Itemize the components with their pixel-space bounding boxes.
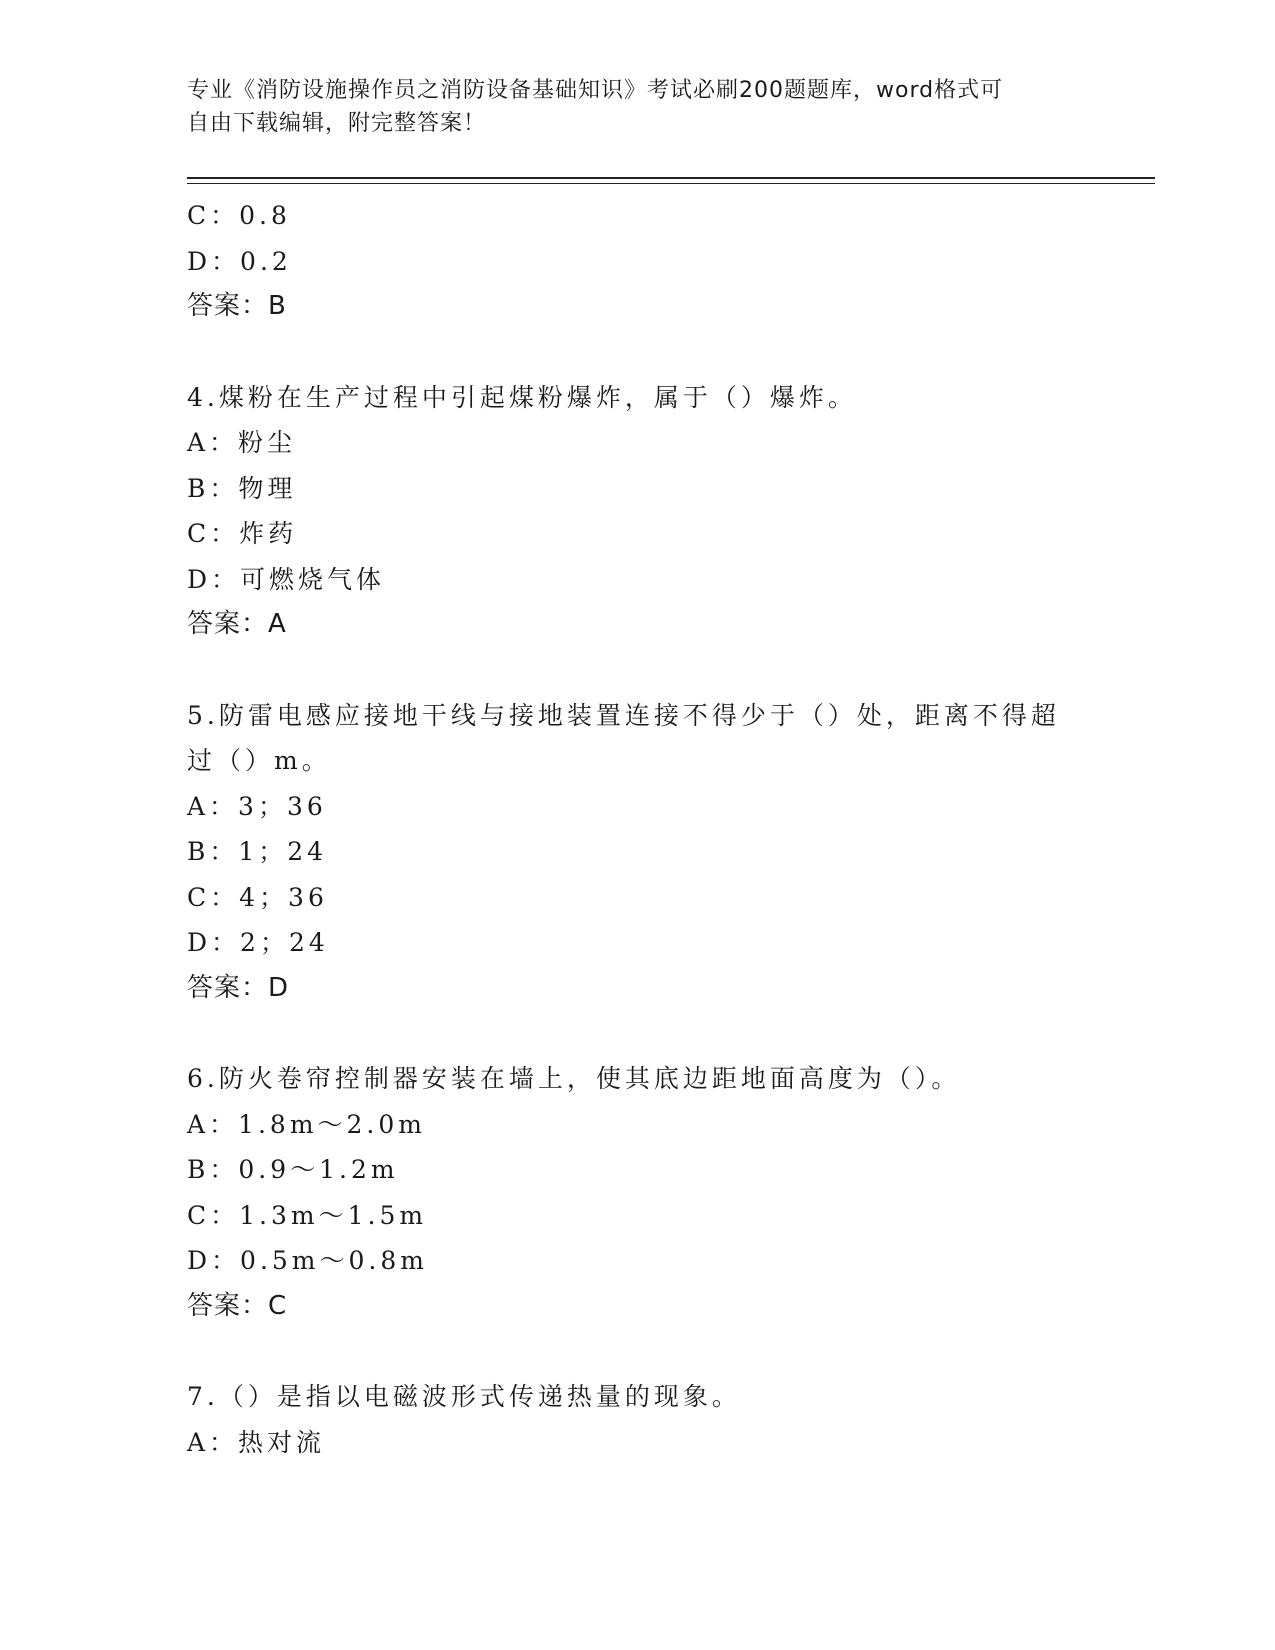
answer-label: 答案：D <box>187 972 290 1003</box>
option-d: D：0.5m～0.8m <box>187 1246 428 1275</box>
question-list <box>187 193 1087 1465</box>
question-gap <box>187 1011 1087 1056</box>
option-d: D：0.2 <box>187 246 292 276</box>
option-a: A：1.8m～2.0m <box>187 1109 426 1139</box>
answer-label: 答案：B <box>187 291 287 321</box>
option-d: D：2；24 <box>187 928 329 957</box>
question-stem: 4.煤粉在生产过程中引起煤粉爆炸，属于（）爆炸。 <box>187 382 857 412</box>
question-stem-line-2: 过（）m。 <box>187 746 331 775</box>
option-c: C：0.8 <box>187 201 291 230</box>
option-c: C：4；36 <box>187 882 328 912</box>
header-title-line-2: 自由下载编辑，附完整答案！ <box>187 111 487 136</box>
answer-label: 答案：C <box>187 1290 288 1321</box>
question-stem: 6.防火卷帘控制器安装在墙上，使其底边距地面高度为（）。 <box>187 1064 961 1093</box>
question-7 <box>187 1374 1087 1465</box>
question-previous-tail <box>187 193 1087 330</box>
question-stem: 7.（）是指以电磁波形式传递热量的现象。 <box>187 1382 741 1411</box>
question-gap <box>187 1329 1087 1374</box>
option-b: B：0.9～1.2m <box>187 1155 399 1184</box>
option-b: B：1；24 <box>187 837 328 866</box>
question-6 <box>187 1056 1087 1329</box>
option-d: D：可燃烧气体 <box>187 564 386 594</box>
option-c: C：炸药 <box>187 519 298 548</box>
answer-label: 答案：A <box>187 609 287 639</box>
question-5 <box>187 693 1087 1012</box>
question-gap <box>187 330 1087 375</box>
question-gap <box>187 648 1087 693</box>
option-c: C：1.3m～1.5m <box>187 1200 428 1230</box>
option-b: B：物理 <box>187 473 297 503</box>
header-title-line-1: 专业《消防设施操作员之消防设备基础知识》考试必刷200题题库，word格式可 <box>187 78 1004 103</box>
option-a: A：热对流 <box>187 1427 326 1457</box>
header-divider-thick <box>187 177 1155 179</box>
option-a: A：粉尘 <box>187 428 297 457</box>
document-header <box>187 74 1087 140</box>
header-divider-thin <box>187 183 1155 184</box>
option-a: A：3；36 <box>187 791 327 821</box>
question-4 <box>187 375 1087 648</box>
question-stem-line-1: 5.防雷电感应接地干线与接地装置连接不得少于（）处，距离不得超 <box>187 700 1060 730</box>
